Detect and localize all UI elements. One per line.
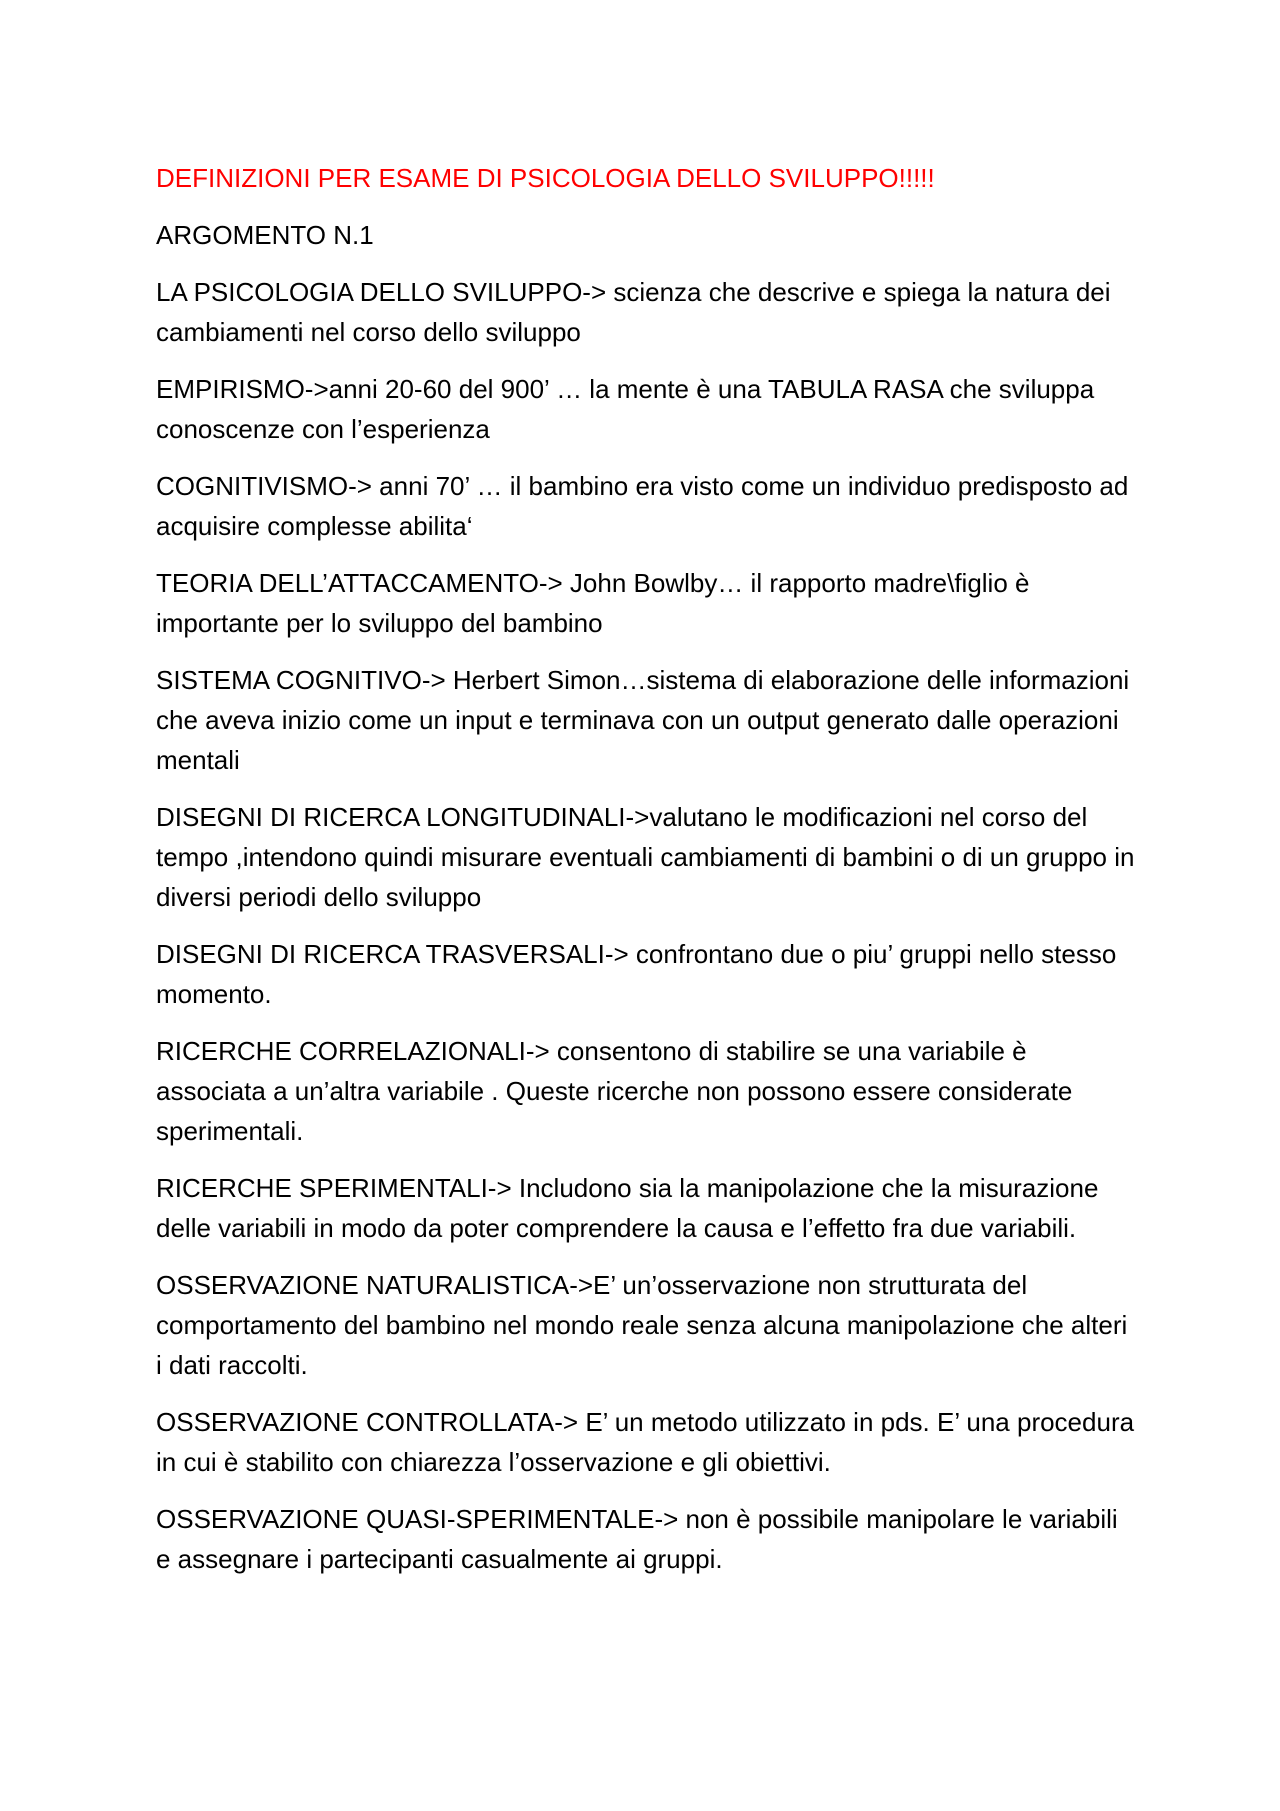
document-title: DEFINIZIONI PER ESAME DI PSICOLOGIA DELLO SVILUPPO!!!!! [156, 163, 935, 193]
definition-disegni-longitudinali: DISEGNI DI RICERCA LONGITUDINALI->valutano le modificazioni nel corso del tempo ,intendono quindi misurare eventuali cambiamenti di bambini o di un gruppo in diversi periodi dello sviluppo [156, 802, 1135, 912]
definition-ricerche-sperimentali: RICERCHE SPERIMENTALI-> Includono sia la manipolazione che la misurazione delle variabili in modo da poter comprendere la causa e l’effetto fra due variabili. [156, 1173, 1099, 1243]
document-subtitle: ARGOMENTO N.1 [156, 220, 374, 250]
definition-ricerche-correlazionali: RICERCHE CORRELAZIONALI-> consentono di stabilire se una variabile è associata a un’altra variabile . Queste ricerche non possono essere considerate sperimentali. [156, 1036, 1073, 1146]
definition-osservazione-naturalistica: OSSERVAZIONE NATURALISTICA->E’ un’osservazione non strutturata del comportamento del bambino nel mondo reale senza alcuna manipolazione che alteri i dati raccolti. [156, 1270, 1128, 1380]
definition-psicologia-sviluppo: LA PSICOLOGIA DELLO SVILUPPO-> scienza che descrive e spiega la natura dei cambiamenti nel corso dello sviluppo [156, 277, 1111, 347]
definition-cognitivismo: COGNITIVISMO-> anni 70’ … il bambino era visto come un individuo predisposto ad acquisire complesse abilita‘ [156, 471, 1129, 541]
definition-osservazione-quasi-sperimentale: OSSERVAZIONE QUASI-SPERIMENTALE-> non è possibile manipolare le variabili e assegnare i partecipanti casualmente ai gruppi. [156, 1504, 1118, 1574]
definition-disegni-trasversali: DISEGNI DI RICERCA TRASVERSALI-> confrontano due o piu’ gruppi nello stesso momento. [156, 939, 1117, 1009]
document-body [156, 158, 1136, 1596]
definition-osservazione-controllata: OSSERVAZIONE CONTROLLATA-> E’ un metodo utilizzato in pds. E’ una procedura in cui è stabilito con chiarezza l’osservazione e gli obiettivi. [156, 1407, 1135, 1477]
definition-teoria-attaccamento: TEORIA DELL’ATTACCAMENTO-> John Bowlby… il rapporto madre\figlio è importante per lo sviluppo del bambino [156, 568, 1030, 638]
definition-empirismo: EMPIRISMO->anni 20-60 del 900’ … la mente è una TABULA RASA che sviluppa conoscenze con l’esperienza [156, 374, 1095, 444]
definition-sistema-cognitivo: SISTEMA COGNITIVO-> Herbert Simon…sistema di elaborazione delle informazioni che aveva inizio come un input e terminava con un output generato dalle operazioni mentali [156, 665, 1130, 775]
